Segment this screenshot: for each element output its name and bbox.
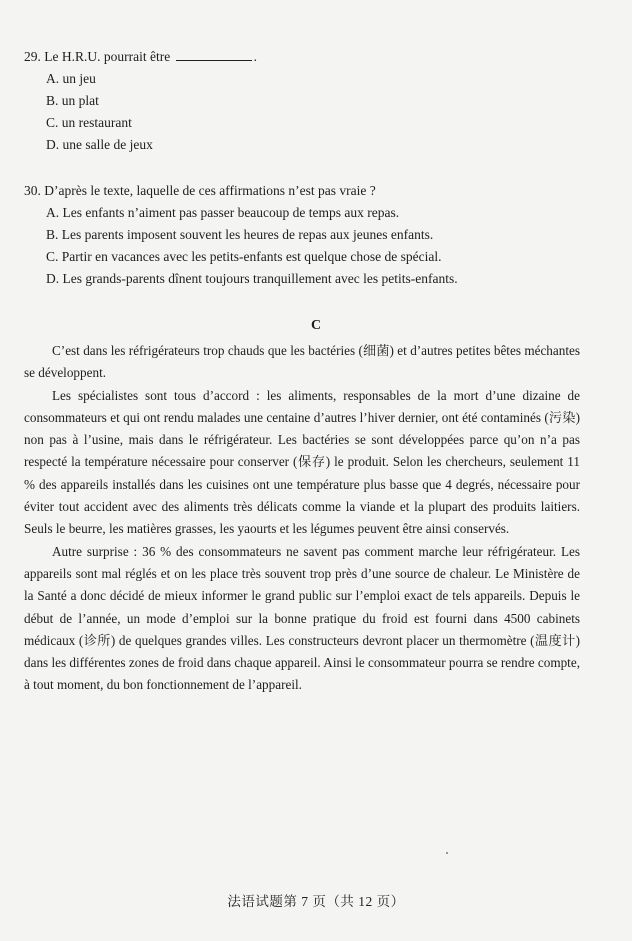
question-29-stem-text: 29. Le H.R.U. pourrait être xyxy=(24,49,171,64)
option-b: B. Les parents imposent souvent les heures de repas aux jeunes enfants. xyxy=(46,227,434,242)
option-c: C. Partir en vacances avec les petits-enfants est quelque chose de spécial. xyxy=(46,249,442,264)
option-a: A. Les enfants n’aiment pas passer beaucoup de temps aux repas. xyxy=(46,205,400,220)
question-29-stem xyxy=(24,46,257,68)
option-b: B. un plat xyxy=(46,93,99,108)
option-c: C. un restaurant xyxy=(46,115,132,130)
option-d: D. une salle de jeux xyxy=(46,137,153,152)
option-d: D. Les grands-parents dînent toujours tranquillement avec les petits-enfants. xyxy=(46,271,458,286)
question-29-stem-end: . xyxy=(253,49,257,64)
question-30 xyxy=(24,180,458,290)
option-a: A. un jeu xyxy=(46,71,96,86)
passage-paragraph-3: Autre surprise : 36 % des consommateurs ne savent pas comment marche leur réfrigérateur. Les appareils sont mal réglés et on les place très souvent trop près d’une source de chaleur. Le Ministère de la Santé a donc décidé de mieux informer le grand public sur l’emploi exact de tels appareils. Depuis le début de l’année, un mode d’emploi sur la bonne pratique du froid est fourni dans 4500 cabinets médicaux (诊所) de quelques grandes villes. Les constructeurs devront placer un thermomètre (温度计) dans les différentes zones de froid dans chaque appareil. Ainsi le consommateur pourra se rendre compte, à tout moment, du bon fonctionnement de l’appareil. xyxy=(24,543,580,693)
scan-speck xyxy=(446,852,448,854)
passage-paragraph-2: Les spécialistes sont tous d’accord : les aliments, responsables de la mort d’une dizaine de consommateurs et qui ont rendu malades une centaine d’autres l’hiver dernier, ont été contaminés (污染) non pas à l’usine, mais dans le réfrigérateur. Les bactéries se sont développées parce qu’on n’a pas respecté la température nécessaire pour conserver (保存) le produit. Selon les chercheurs, seulement 11 % des appareils installés dans les cuisines ont une température plus basse que 4 degrés, nécessaire pour éviter tout accident avec des aliments très délicats comme la viande et la plupart des produits laitiers. Seuls le beurre, les matières grasses, les yaourts et les légumes peuvent être ainsi conservés. xyxy=(24,387,580,537)
passage-paragraph-1: C’est dans les réfrigérateurs trop chauds que les bactéries (细菌) et d’autres petites bêtes méchantes se développent. xyxy=(24,343,580,381)
question-30-stem: 30. D’après le texte, laquelle de ces affirmations n’est pas vraie ? xyxy=(24,183,376,198)
section-title: C xyxy=(310,318,322,333)
answer-blank xyxy=(176,48,252,61)
question-29 xyxy=(24,46,257,156)
reading-passage xyxy=(24,340,580,697)
page-footer: 法语试题第 7 页（共 12 页） xyxy=(227,894,405,909)
